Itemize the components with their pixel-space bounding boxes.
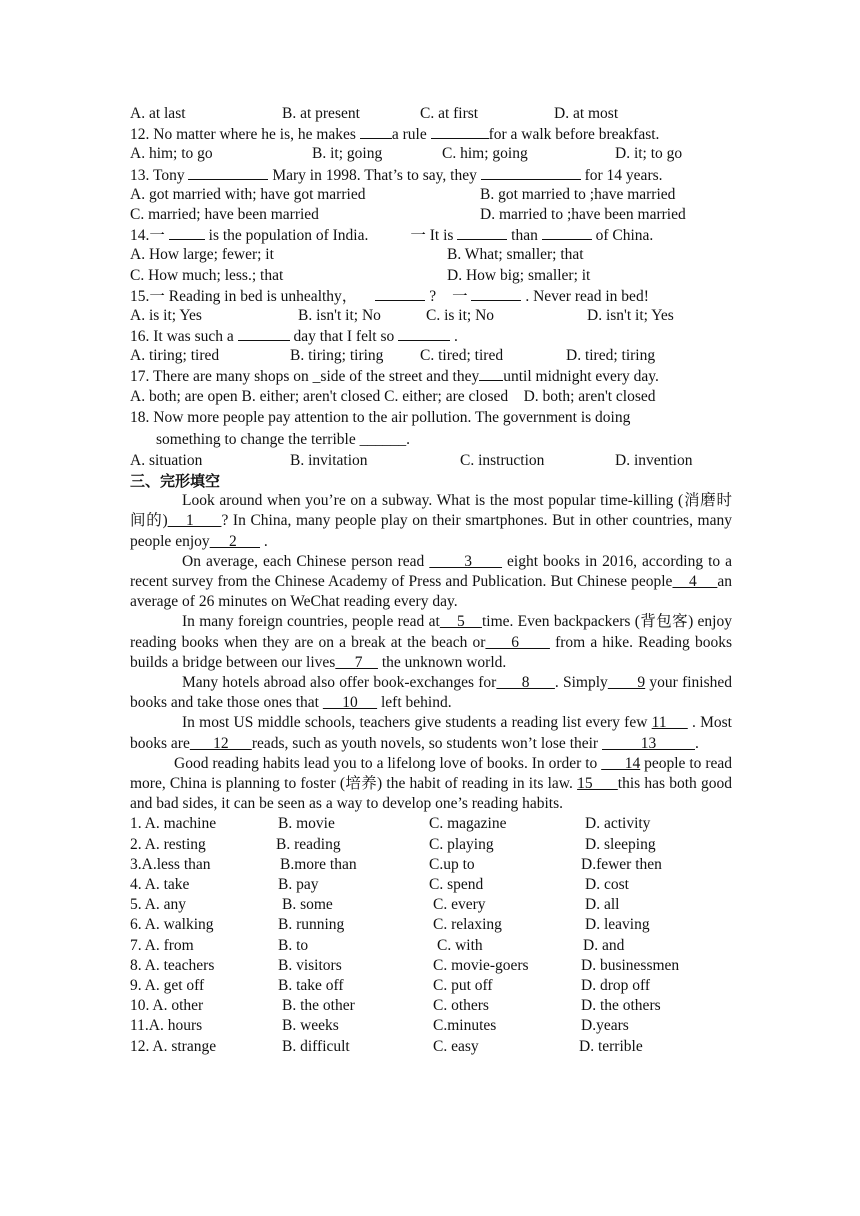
choice-row: 2. A. resting B. reading C. playing D. sleeping [130,835,656,853]
blank-6: 6 [485,633,550,651]
q14-option-c: C. How much; less.; that [130,266,284,284]
q11-option-d: D. at most [554,105,619,122]
section-title: 三、完形填空 [130,472,221,490]
blank [238,326,290,341]
blank [481,165,581,180]
choice-row: 9. A. get off B. take off C. put off D. drop off [130,976,651,994]
choice-row: 4. A. take B. pay C. spend D. cost [130,876,629,893]
choice-row: 5. A. any B. some C. every D. all [130,896,620,914]
q16-option-a: A. tiring; tired [130,347,220,365]
q16-option-b: B. tiring; tiring [290,347,384,365]
q13-option-d: D. married to ;have been married [480,205,686,223]
cloze-choices [130,814,732,1056]
q17-options: A. both; are open B. either; aren't closed C. either; are closed D. both; aren't closed [130,387,656,405]
q12-option-a: A. him; to go [130,145,213,163]
choice-row: 10. A. other B. the other C. others D. the others [130,997,661,1015]
q15-option-a: A. is it; Yes [130,306,202,324]
q18-option-a: A. situation [130,451,203,469]
passage-paragraph-3: In many foreign countries, people read at 5 time. Even backpackers (背包客) enjoy reading books when they are on a break at the beach or 6 from a hike. Reading books builds a bridge between our lives 7 the unknown world. [130,613,732,671]
q15-option-b: B. isn't it; No [298,306,381,324]
q14-stem: 14.一 is the population of India. 一 It is than of China. [130,227,654,245]
q13-option-a: A. got married with; have got married [130,185,366,203]
q11-options [130,104,732,124]
blank [360,124,392,139]
choice-row: 12. A. strange B. difficult C. easy D. terrible [130,1037,643,1055]
blank-12: 12 [189,734,252,752]
passage-paragraph-2: On average, each Chinese person read 3 eight books in 2016, according to a recent survey from the Chinese Academy of Press and Publication. But Chinese people 4 an average of 26 minutes on WeChat reading every day. [130,552,733,611]
q18-stem-line1: 18. Now more people pay attention to the air pollution. The government is doing [130,408,631,426]
q18-option-b: B. invitation [290,451,368,469]
blank [398,326,450,341]
q15-options [130,306,732,326]
q15-option-d: D. isn't it; Yes [587,306,674,324]
q16-options [130,346,732,366]
q13-stem: 13. Tony Mary in 1998. That’s to say, they for 14 years. [130,166,663,184]
blank [471,286,521,301]
blank-11: 11 [651,714,688,732]
q11-option-c: C. at first [420,105,479,122]
choice-row: 3.A.less than B.more than C.up to D.fewer then [130,855,662,873]
choice-row: 8. A. teachers B. visitors C. movie-goers D. businessmen [130,956,680,974]
q12-stem: 12. No matter where he is, he makes a rule for a walk before breakfast. [130,126,660,144]
blank [375,286,425,301]
q14-option-b: B. What; smaller; that [447,246,584,264]
q14-option-a: A. How large; fewer; it [130,246,274,264]
blank-1: 1 [167,512,222,530]
q13-option-c: C. married; have been married [130,205,319,223]
blank [457,225,507,240]
q12-option-b: B. it; going [312,145,383,163]
q16-option-c: C. tired; tired [420,347,504,365]
q12-option-c: C. him; going [442,145,528,163]
blank-3: 3 [429,552,503,570]
q17-stem: 17. There are many shops on _side of the street and they until midnight every day. [130,368,659,386]
q16-stem: 16. It was such a day that I felt so . [130,328,458,346]
q12-options [130,144,732,164]
q18-option-c: C. instruction [460,451,545,469]
blank-7: 7 [335,653,378,671]
q14-options-row2 [130,266,732,286]
blank [542,225,592,240]
blank-5: 5 [439,613,482,631]
q15-option-c: C. is it; No [426,306,495,324]
blank-2: 2 [209,532,261,550]
choice-row: 6. A. walking B. running C. relaxing D. leaving [130,916,650,934]
worksheet-content [130,104,732,1057]
q18-stem-line2: something to change the terrible ______. [156,430,410,448]
passage-paragraph-1: Look around when you’re on a subway. What is the most popular time-killing (消磨时间的) 1 ? In China, many people play on their smartphones. But in other countries, many people enjoy 2 . [130,492,732,550]
choice-row: 7. A. from B. to C. with D. and [130,936,625,954]
blank [431,124,489,139]
q16-option-d: D. tired; tiring [566,347,656,365]
q13-options-row2 [130,205,732,225]
blank-4: 4 [672,573,718,590]
blank-8: 8 [496,674,555,692]
q15-stem: 15.一 Reading in bed is unhealthy， ? 一 . Never read in bed! [130,287,649,305]
q14-option-d: D. How big; smaller; it [447,266,591,284]
blank-14: 14 [601,754,641,772]
q13-option-b: B. got married to ;have married [480,185,676,203]
q12-option-d: D. it; to go [615,145,683,163]
passage-paragraph-4: Many hotels abroad also offer book-exchanges for 8 . Simply 9 your finished books and take those ones that 10 left behind. [130,674,733,712]
blank-15: 15 [577,775,618,793]
q18-options [130,451,732,471]
blank-9: 9 [607,674,646,692]
blank [169,225,205,240]
blank [188,165,268,180]
blank-10: 10 [322,694,378,712]
q14-options-row1 [130,245,732,265]
choice-row: 1. A. machine B. movie C. magazine D. activity [130,815,651,833]
blank-13: 13 [601,734,695,752]
choice-row: 11.A. hours B. weeks C.minutes D.years [130,1017,629,1035]
q13-options-row1 [130,185,732,205]
q18-option-d: D. invention [615,451,693,469]
passage-paragraph-5: In most US middle schools, teachers give students a reading list every few 11 . Most books are 12 reads, such as youth novels, so students won’t lose their 13 . [130,714,732,752]
q11-option-b: B. at present [282,105,360,122]
blank [479,366,503,381]
q11-option-a: A. at last [130,105,186,122]
passage-paragraph-6: Good reading habits lead you to a lifelong love of books. In order to 14 people to read more, China is planning to foster (培养) the habit of reading in its law. 15 this has both good and bad sides, it can be seen as a way to develop one’s reading habits. [130,754,733,813]
